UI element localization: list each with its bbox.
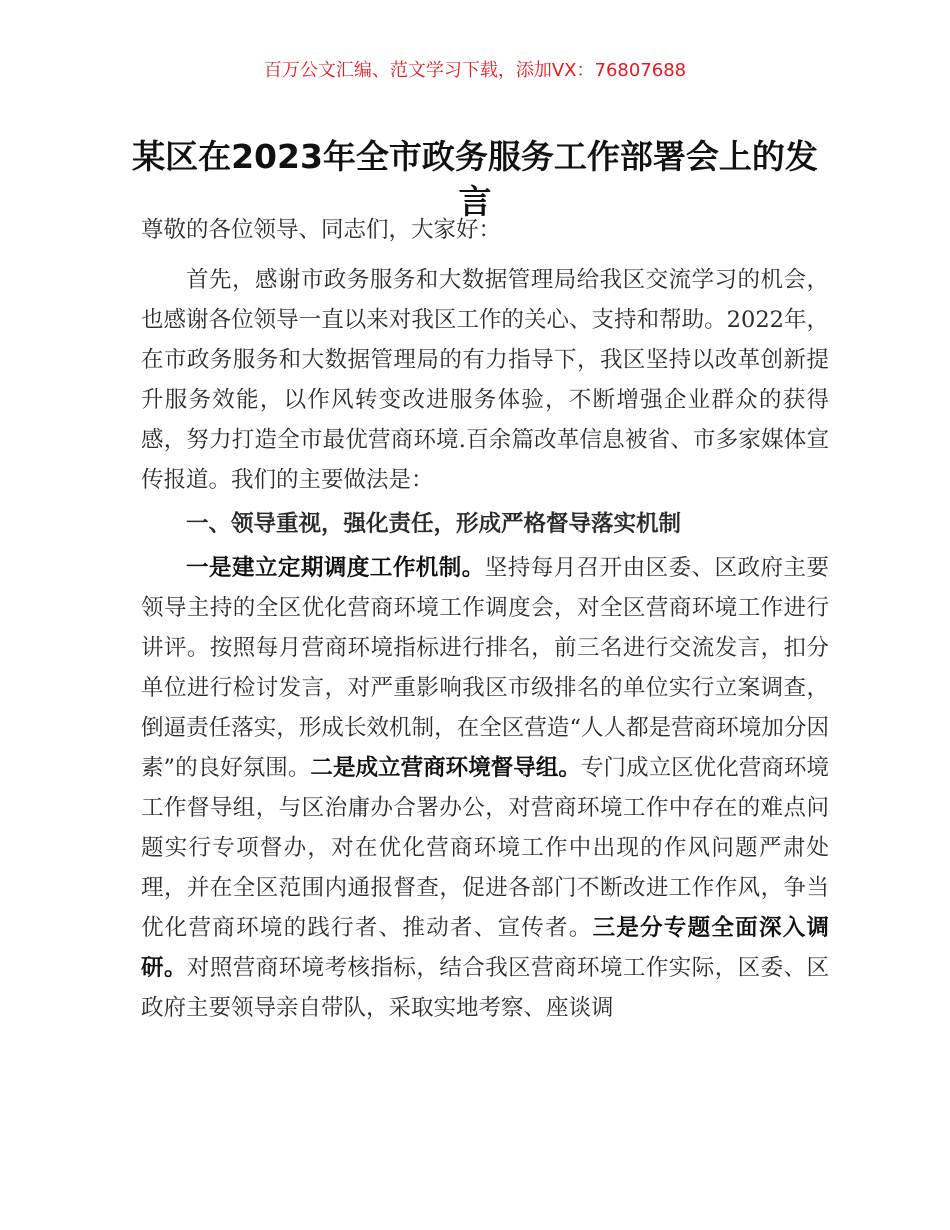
paragraph-3-text: 对照营商环境考核指标，结合我区营商环境工作实际，区委、区政府主要领导亲自带队，采取实地考察、座谈调 <box>141 955 829 1021</box>
header-watermark-note: 百万公文汇编、范文学习下载，添加VX：76807688 <box>263 60 687 81</box>
document-body <box>141 210 829 1028</box>
paragraph-1-lead: 一是建立定期调度工作机制。 <box>186 555 485 581</box>
salutation: 尊敬的各位领导、同志们，大家好： <box>141 217 502 243</box>
page-title: 某区在2023年全市政务服务工作部署会上的发言 <box>132 137 818 222</box>
intro-paragraph: 首先，感谢市政务服务和大数据管理局给我区交流学习的机会，也感谢各位领导一直以来对我区工作的关心、支持和帮助。2022年，在市政务服务和大数据管理局的有力指导下，我区坚持以改革创新提升服务效能，以作风转变改进服务体验，不断增强企业群众的获得感，努力打造全市最优营商环境.百余篇改革信息被省、市多家媒体宣传报道。我们的主要做法是： <box>141 267 829 493</box>
paragraph-3-lead: 三是分专题全面深入调研。 <box>141 915 829 981</box>
paragraph-1-text: 坚持每月召开由区委、区政府主要领导主持的全区优化营商环境工作调度会，对全区营商环境工作进行讲评。按照每月营商环境指标进行排名，前三名进行交流发言，扣分单位进行检讨发言，对严重影响我区市级排名的单位实行立案调查，倒逼责任落实，形成长效机制，在全区营造“人人都是营商环境加分因素”的良好氛围。 <box>141 555 829 781</box>
section-heading-1: 一、领导重视，强化责任，形成严格督导落实机制 <box>186 511 682 537</box>
paragraph-1 <box>141 548 829 1028</box>
paragraph-2-lead: 二是成立营商环境督导组。 <box>310 755 581 781</box>
paragraph-2-text: 专门成立区优化营商环境工作督导组，与区治庸办合署办公，对营商环境工作中存在的难点问题实行专项督办，对在优化营商环境工作中出现的作风问题严肃处理，并在全区范围内通报督查，促进各部门不断改进工作作风，争当优化营商环境的践行者、推动者、宣传者。 <box>141 755 829 941</box>
